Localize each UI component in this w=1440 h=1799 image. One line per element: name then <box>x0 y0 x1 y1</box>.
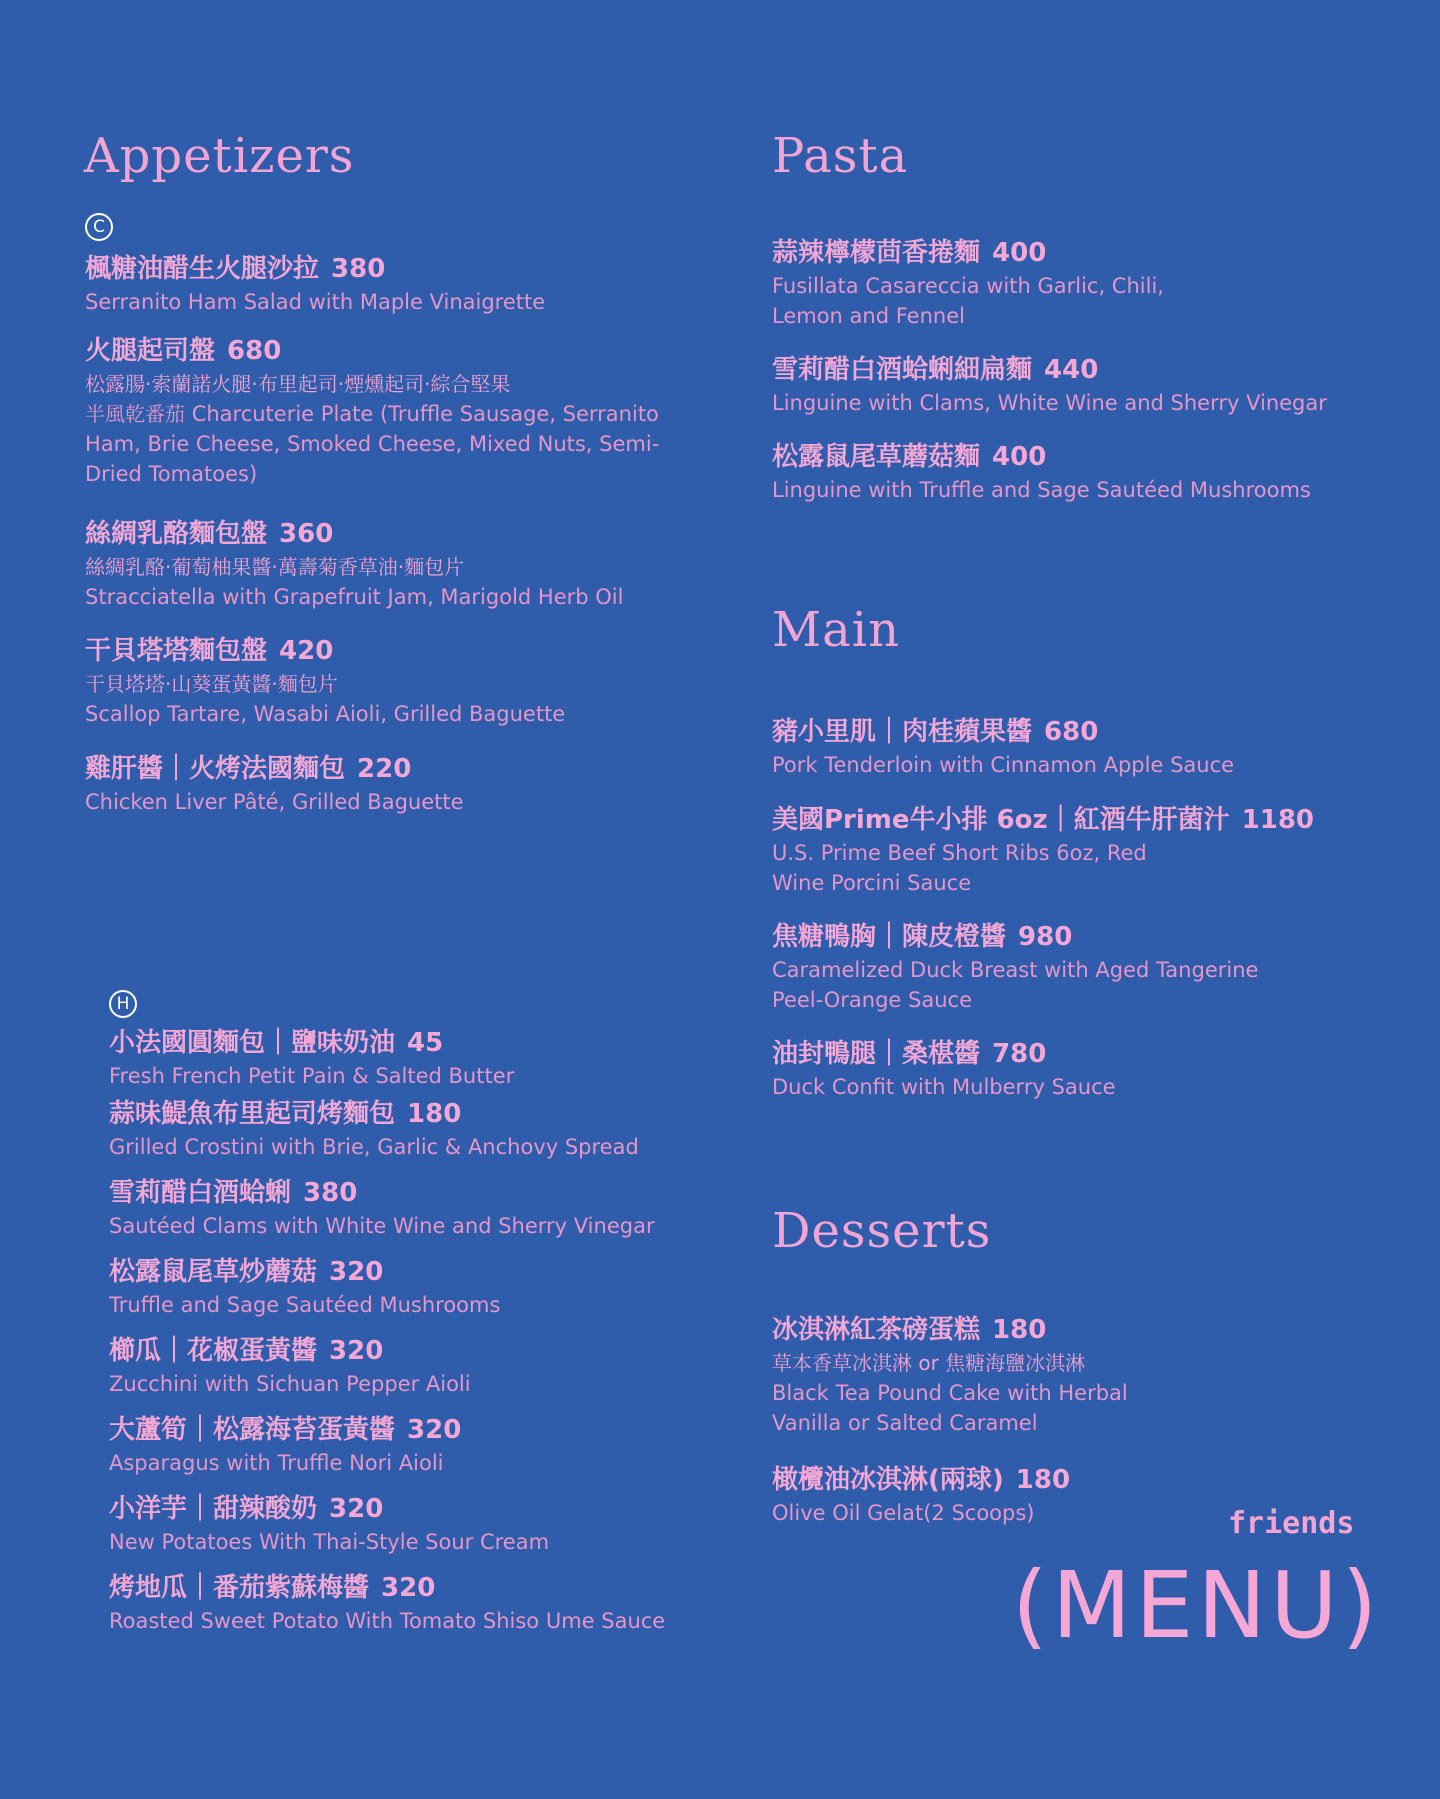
menu-item <box>772 919 1312 1015</box>
menu-item <box>85 251 705 317</box>
item-name: 焦糖鴨胸｜陳皮橙醬 <box>772 922 1007 952</box>
pasta-title: Pasta <box>772 128 909 184</box>
main-title: Main <box>772 602 901 658</box>
item-desc: Fusillata Casareccia with Garlic, Chili, Lemon and Fennel <box>772 274 1164 328</box>
item-desc-prefix: 半風乾番茄 <box>85 402 185 426</box>
appetizers-title: Appetizers <box>84 128 355 184</box>
item-name: 小洋芋｜甜辣酸奶 <box>109 1494 318 1524</box>
item-desc: Caramelized Duck Breast with Aged Tangerine Peel-Orange Sauce <box>772 958 1259 1012</box>
item-name: 火腿起司盤 <box>85 336 216 366</box>
item-title <box>772 919 1312 955</box>
item-desc: Grilled Crostini with Brie, Garlic & Anchovy Spread <box>109 1135 639 1159</box>
item-name: 蒜辣檸檬茴香捲麵 <box>772 238 981 268</box>
item-title <box>109 1570 709 1606</box>
item-sub: 草本香草冰淇淋 or 焦糖海鹽冰淇淋 <box>772 1351 1086 1375</box>
item-title <box>772 352 1412 388</box>
menu-item <box>85 516 705 612</box>
item-name: 橄欖油冰淇淋(兩球) <box>772 1465 1004 1495</box>
item-title <box>109 1412 709 1448</box>
item-sub: 松露腸‧索蘭諾火腿‧布里起司‧煙燻起司‧綜合堅果 <box>85 372 511 396</box>
menu-item <box>109 1333 709 1399</box>
item-title <box>109 1096 709 1132</box>
item-desc: Linguine with Truffle and Sage Sautéed Mushrooms <box>772 478 1311 502</box>
item-name: 小法國圓麵包｜鹽味奶油 <box>109 1028 396 1058</box>
item-desc: Chicken Liver Pâté, Grilled Baguette <box>85 790 464 814</box>
item-desc: U.S. Prime Beef Short Ribs 6oz, Red Wine Porcini Sauce <box>772 841 1147 895</box>
menu-item <box>772 1036 1412 1102</box>
desserts-title: Desserts <box>772 1203 992 1259</box>
item-title <box>772 439 1412 475</box>
item-name: 櫛瓜｜花椒蛋黃醬 <box>109 1336 318 1366</box>
item-title <box>109 1025 709 1061</box>
item-title <box>109 1254 709 1290</box>
item-desc: Stracciatella with Grapefruit Jam, Marigold Herb Oil <box>85 585 624 609</box>
item-name: 雪莉醋白酒蛤蜊 <box>109 1178 292 1208</box>
menu-item <box>772 439 1412 505</box>
item-desc: New Potatoes With Thai-Style Sour Cream <box>109 1530 550 1554</box>
item-name: 美國Prime牛小排 6oz｜紅酒牛肝菌汁 <box>772 805 1230 835</box>
item-desc: Pork Tenderloin with Cinnamon Apple Sauce <box>772 753 1235 777</box>
item-desc: Zucchini with Sichuan Pepper Aioli <box>109 1372 471 1396</box>
item-title <box>85 333 665 369</box>
item-title <box>772 1312 1172 1348</box>
menu-item <box>772 235 1212 331</box>
item-name: 松露鼠尾草炒蘑菇 <box>109 1257 318 1287</box>
item-desc: Linguine with Clams, White Wine and Sherry Vinegar <box>772 391 1327 415</box>
item-price: 440 <box>1044 355 1099 385</box>
item-price: 220 <box>357 754 412 784</box>
item-title <box>772 802 1315 838</box>
menu-item <box>772 1312 1172 1438</box>
item-name: 烤地瓜｜番茄紫蘇梅醬 <box>109 1573 370 1603</box>
item-desc <box>85 399 665 489</box>
brand-friends: friends <box>1228 1506 1355 1541</box>
item-title <box>772 714 1412 750</box>
item-price: 1180 <box>1241 805 1315 835</box>
item-desc: Sautéed Clams with White Wine and Sherry Vinegar <box>109 1214 655 1238</box>
item-price: 180 <box>992 1315 1047 1345</box>
item-sub: 干貝塔塔‧山葵蛋黃醬‧麵包片 <box>85 672 338 696</box>
item-name: 冰淇淋紅茶磅蛋糕 <box>772 1315 981 1345</box>
menu-item <box>109 1254 709 1320</box>
item-title <box>109 1175 709 1211</box>
menu-item <box>85 333 665 489</box>
item-price: 420 <box>279 636 334 666</box>
marker-h-icon: H <box>109 990 137 1018</box>
menu-item <box>109 1175 709 1241</box>
item-price: 380 <box>303 1178 358 1208</box>
item-desc: Fresh French Petit Pain & Salted Butter <box>109 1064 515 1088</box>
item-price: 180 <box>1015 1465 1071 1495</box>
menu-item <box>772 352 1412 418</box>
menu-item <box>772 802 1315 898</box>
item-title <box>772 235 1212 271</box>
menu-item <box>109 1491 709 1557</box>
item-title <box>109 1491 709 1527</box>
marker-c-icon: C <box>85 213 113 241</box>
item-name: 松露鼠尾草蘑菇麵 <box>772 442 981 472</box>
item-title <box>85 633 705 669</box>
item-desc: Truffle and Sage Sautéed Mushrooms <box>109 1293 501 1317</box>
item-title <box>109 1333 709 1369</box>
item-name: 雞肝醬｜火烤法國麵包 <box>85 754 346 784</box>
item-name: 油封鴨腿｜桑椹醬 <box>772 1039 981 1069</box>
item-sub: 絲綢乳酪‧葡萄柚果醬‧萬壽菊香草油‧麵包片 <box>85 555 465 579</box>
item-desc: Black Tea Pound Cake with Herbal Vanilla or Salted Caramel <box>772 1381 1128 1435</box>
item-name: 楓糖油醋生火腿沙拉 <box>85 254 320 284</box>
item-price: 360 <box>279 519 334 549</box>
menu-item <box>109 1025 709 1091</box>
item-price: 320 <box>329 1257 384 1287</box>
menu-item <box>85 751 705 817</box>
item-price: 380 <box>331 254 386 284</box>
item-price: 680 <box>1044 717 1099 747</box>
item-desc: Duck Confit with Mulberry Sauce <box>772 1075 1116 1099</box>
item-name: 豬小里肌｜肉桂蘋果醬 <box>772 717 1033 747</box>
item-desc: Roasted Sweet Potato With Tomato Shiso Ume Sauce <box>109 1609 666 1633</box>
menu-item <box>772 1462 1212 1528</box>
item-title <box>772 1462 1212 1498</box>
item-price: 320 <box>381 1573 436 1603</box>
item-desc-text: Charcuterie Plate (Truffle Sausage, Serranito Ham, Brie Cheese, Smoked Cheese, Mixed Nuts, Semi-Dried Tomatoes) <box>85 402 660 486</box>
item-desc: Asparagus with Truffle Nori Aioli <box>109 1451 444 1475</box>
item-title <box>85 251 705 287</box>
menu-item <box>109 1096 709 1162</box>
item-price: 320 <box>329 1336 384 1366</box>
item-name: 蒜味鯷魚布里起司烤麵包 <box>109 1099 396 1129</box>
menu-item <box>109 1570 709 1636</box>
item-desc: Scallop Tartare, Wasabi Aioli, Grilled Baguette <box>85 702 566 726</box>
item-price: 400 <box>992 238 1047 268</box>
item-desc: Olive Oil Gelat(2 Scoops) <box>772 1501 1035 1525</box>
item-price: 780 <box>992 1039 1047 1069</box>
menu-item <box>772 714 1412 780</box>
item-name: 大蘆筍｜松露海苔蛋黃醬 <box>109 1415 396 1445</box>
item-price: 320 <box>329 1494 384 1524</box>
item-title <box>85 751 705 787</box>
menu-item <box>85 633 705 729</box>
item-desc: Serranito Ham Salad with Maple Vinaigrette <box>85 290 546 314</box>
item-name: 雪莉醋白酒蛤蜊細扁麵 <box>772 355 1033 385</box>
item-price: 180 <box>407 1099 462 1129</box>
menu-item <box>109 1412 709 1478</box>
item-price: 320 <box>407 1415 462 1445</box>
item-price: 45 <box>407 1028 444 1058</box>
item-price: 400 <box>992 442 1047 472</box>
item-name: 干貝塔塔麵包盤 <box>85 636 268 666</box>
brand-menu: (MENU) <box>1012 1552 1382 1659</box>
item-price: 980 <box>1018 922 1073 952</box>
item-title <box>85 516 705 552</box>
item-name: 絲綢乳酪麵包盤 <box>85 519 268 549</box>
item-title <box>772 1036 1412 1072</box>
item-price: 680 <box>227 336 282 366</box>
